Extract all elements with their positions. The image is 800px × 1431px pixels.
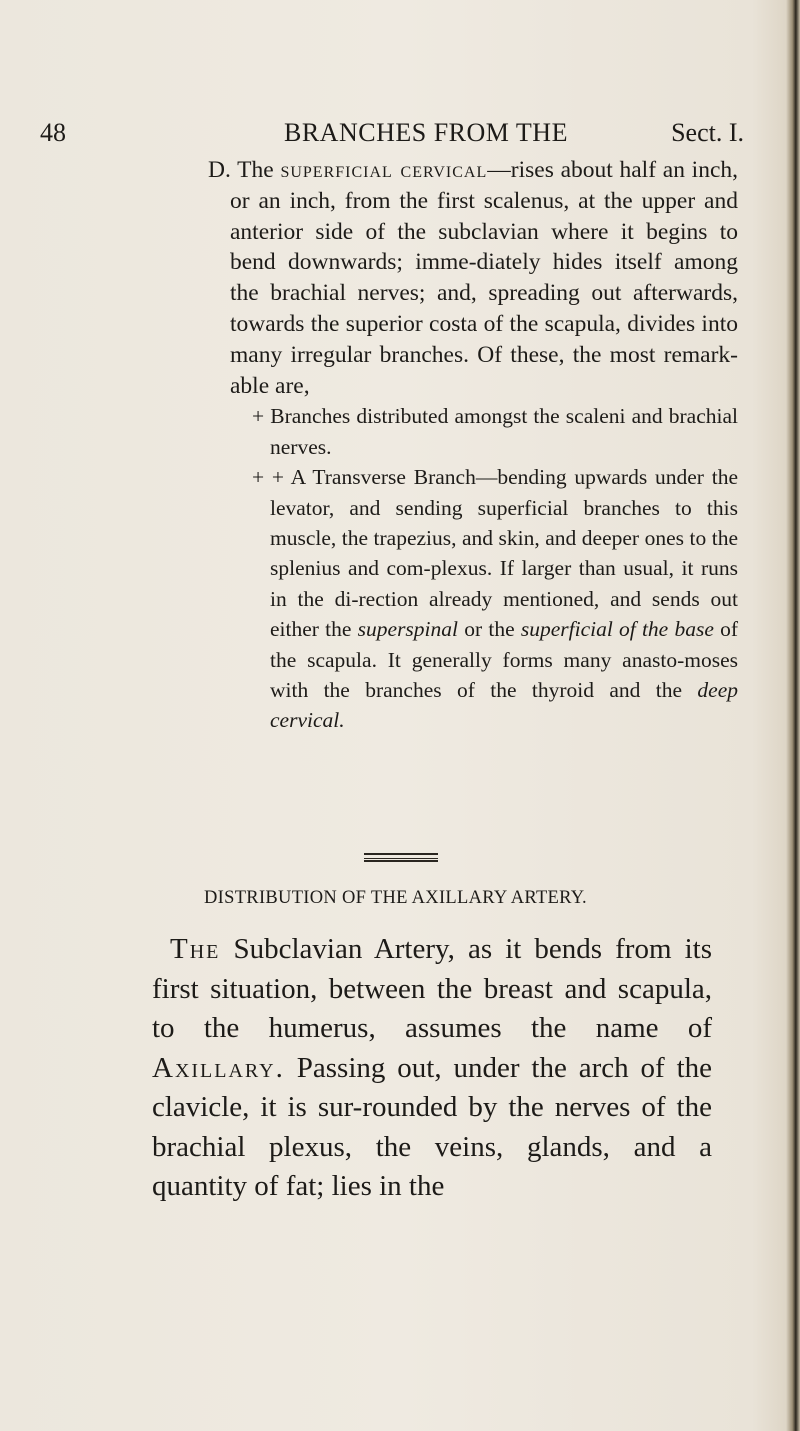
- running-head: [40, 118, 744, 154]
- section-heading: DISTRIBUTION OF THE AXILLARY ARTERY.: [204, 888, 587, 908]
- running-head-title: BRANCHES FROM THE: [284, 118, 568, 147]
- branch-text: of the scapula. It generally forms many anasto-moses with the branches of the thyroid and the: [270, 617, 738, 703]
- italic-term: superficial of the base: [520, 617, 714, 642]
- artery-name: Axillary.: [152, 1051, 285, 1084]
- paragraph-text: Subclavian Artery, as it bends from its first situation, between the breast and scapula, to the humerus, assumes the name of: [152, 933, 713, 1044]
- paragraph-label: D.: [208, 157, 231, 183]
- italic-term: superspinal: [357, 617, 458, 642]
- section-label: Sect. I.: [671, 118, 744, 147]
- branch-text: or the: [464, 617, 515, 642]
- branch-marker: +: [252, 404, 265, 429]
- paragraph-text: —rises about half an inch, or an inch, from the first scalenus, at the upper and anterior side of the subclavian where it begins to bend downwards; imme-diately hides itself among the brachial nerves; and, spreading out afterwards, towards the superior costa of the scapula, divides into many irregular branches. Of these, the most remark-able are,: [230, 157, 739, 399]
- section-divider: [364, 853, 438, 859]
- section-divider-lower: [364, 860, 438, 862]
- branch-marker: + +: [252, 465, 285, 490]
- paragraph-d: [208, 155, 739, 401]
- paragraph-intro: The: [237, 157, 274, 183]
- branch-item-1: [252, 401, 738, 462]
- first-word: The: [170, 933, 221, 965]
- page-number: 48: [40, 118, 66, 147]
- branch-item-2: [252, 462, 738, 736]
- artery-name: superficial cervical: [280, 157, 488, 183]
- page-edge-shadow: [786, 0, 800, 1431]
- axillary-paragraph: [152, 930, 712, 1207]
- branch-text: Branches distributed amongst the scaleni and brachial nerves.: [270, 404, 738, 459]
- superficial-cervical-section: [208, 155, 739, 736]
- paragraph-text: Passing out, under the arch of the clavicle, it is sur-rounded by the nerves of the brachial plexus, the veins, glands, and a quantity of fat; lies in the: [152, 1051, 713, 1202]
- branch-text: A Transverse Branch—bending upwards under the levator, and sending superficial branches to this muscle, the trapezius, and skin, and deeper ones to the splenius and com-plexus. If larger than usual, it runs in the di-rection already mentioned, and sends out either the: [270, 465, 738, 642]
- italic-term: deep cervical.: [270, 678, 738, 733]
